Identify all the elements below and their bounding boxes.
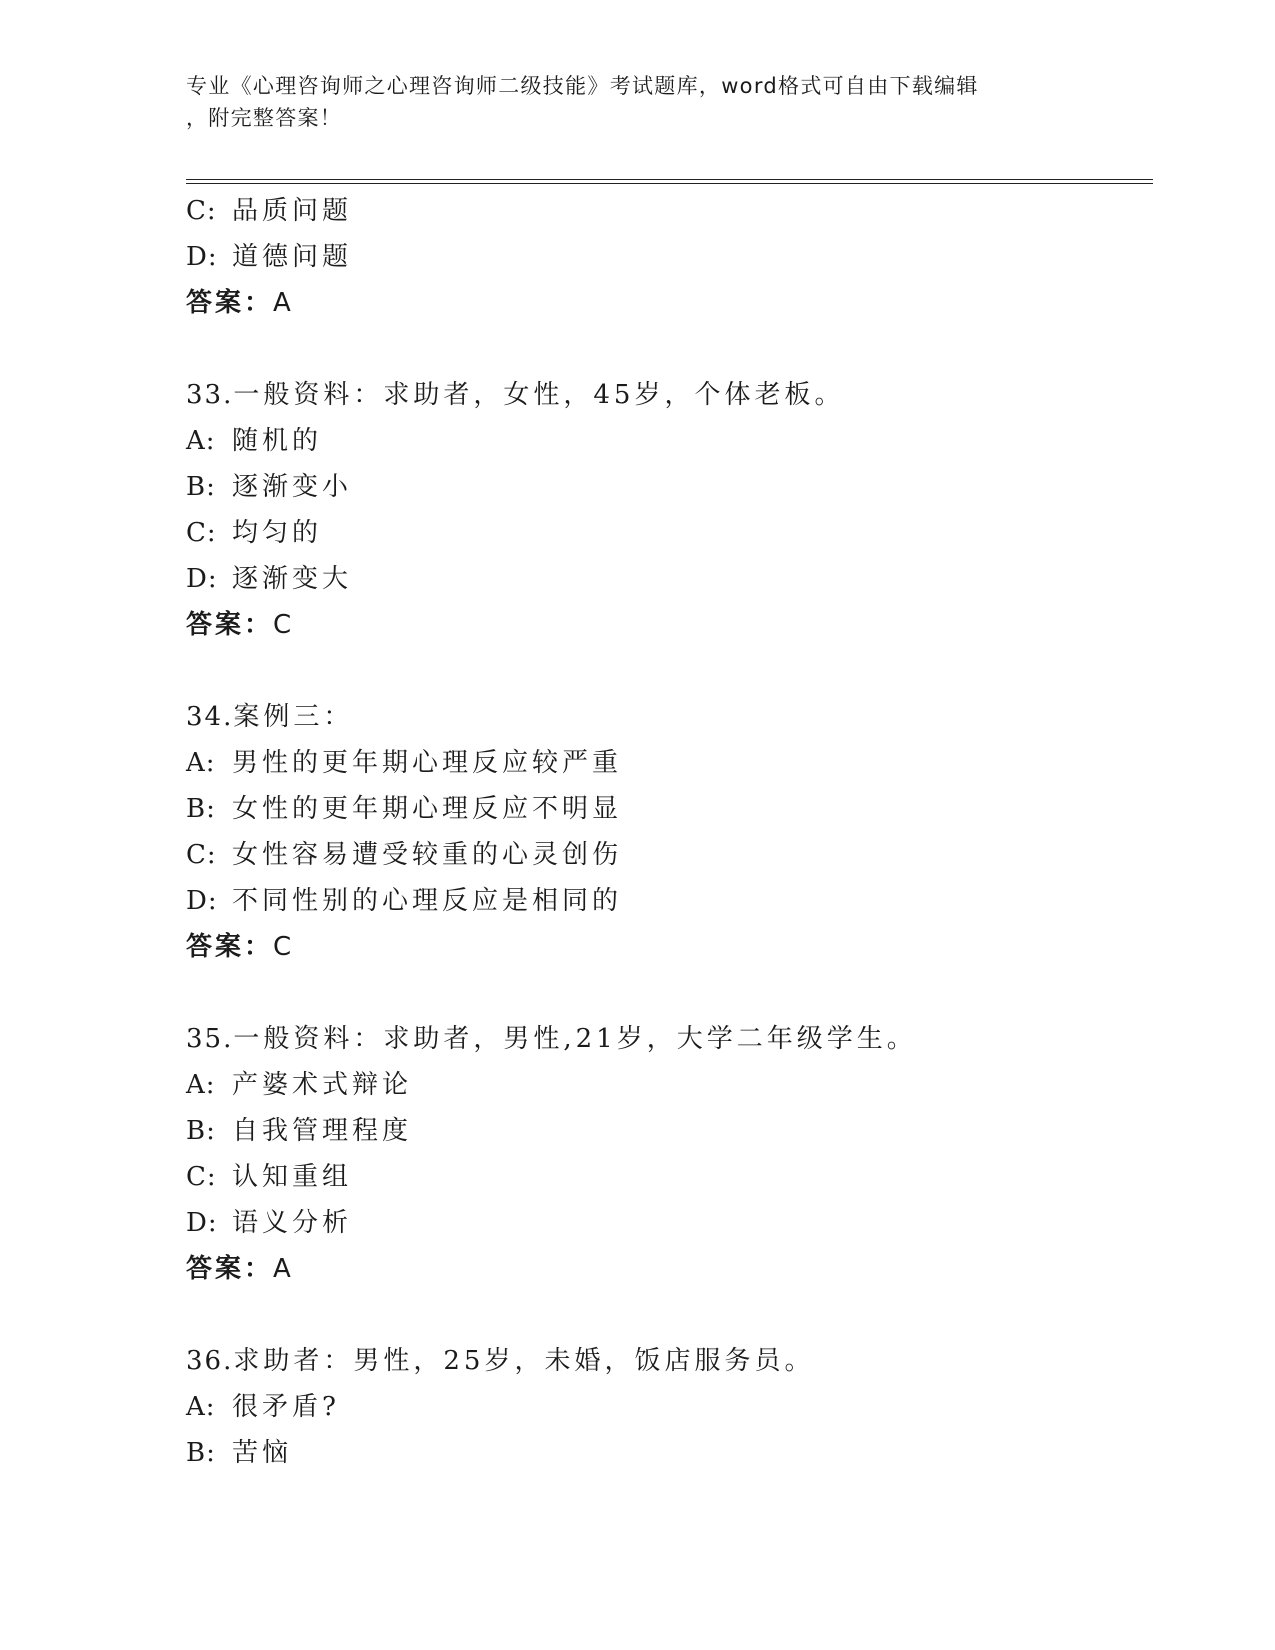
option-letter: A: [186,1392,216,1422]
option-text: 认知重组 [232,1162,353,1192]
question-stem [186,1338,1146,1384]
answer-label: 答案： [186,932,274,962]
option-text: 苦恼 [232,1438,293,1468]
question-stem [186,1016,1146,1062]
option-b [186,786,1146,832]
question-list [186,188,1146,1476]
option-d [186,1200,1146,1246]
header-divider-bottom [186,183,1153,184]
option-letter: A: [186,426,216,456]
option-letter: B: [186,1438,216,1468]
answer-value: C [273,932,295,962]
header-title-line-1: 专业《心理咨询师之心理咨询师二级技能》考试题库，word格式可自由下载编辑 [186,74,979,98]
option-text: 品质问题 [232,196,353,226]
option-b [186,1108,1146,1154]
answer-value: A [273,1254,294,1284]
question-36 [186,1338,1146,1476]
option-text: 逐渐变小 [232,472,353,502]
answer-line [186,924,1146,970]
option-letter: B: [186,472,216,502]
option-b [186,464,1146,510]
question-text: 一般资料：求助者，男性,21岁，大学二年级学生。 [233,1024,917,1054]
question-text: 一般资料：求助者，女性，45岁，个体老板。 [233,380,845,410]
option-text: 自我管理程度 [232,1116,413,1146]
option-d [186,556,1146,602]
question-number: 34. [186,702,234,732]
option-a [186,1062,1146,1108]
question-33 [186,372,1146,648]
question-32-tail [186,188,1146,326]
answer-label: 答案： [186,1254,274,1284]
answer-value: C [273,610,295,640]
option-letter: B: [186,1116,216,1146]
question-number: 36. [186,1346,234,1376]
option-letter: D: [186,242,218,272]
question-number: 35. [186,1024,234,1054]
option-c [186,510,1146,556]
option-c [186,1154,1146,1200]
question-stem [186,694,1146,740]
question-spacer [186,1292,1146,1338]
answer-line [186,1246,1146,1292]
question-35 [186,1016,1146,1292]
header-divider-top [186,179,1153,180]
option-c [186,832,1146,878]
answer-label: 答案： [186,288,274,318]
option-letter: C: [186,1162,217,1192]
header-title-line-2: ，附完整答案！ [186,106,343,130]
option-text: 很矛盾? [232,1392,340,1422]
option-text: 女性容易遭受较重的心灵创伤 [232,840,623,870]
option-text: 随机的 [232,426,323,456]
option-letter: D: [186,1208,218,1238]
question-stem [186,372,1146,418]
option-letter: C: [186,840,217,870]
option-text: 男性的更年期心理反应较严重 [232,748,623,778]
option-letter: D: [186,886,218,916]
option-text: 语义分析 [232,1208,353,1238]
question-spacer [186,326,1146,372]
option-c [186,188,1146,234]
option-d [186,234,1146,280]
question-spacer [186,648,1146,694]
option-letter: C: [186,518,217,548]
option-text: 女性的更年期心理反应不明显 [232,794,623,824]
option-text: 均匀的 [232,518,323,548]
question-number: 33. [186,380,234,410]
option-text: 逐渐变大 [232,564,353,594]
option-letter: A: [186,748,216,778]
document-header [186,70,1086,134]
option-d [186,878,1146,924]
answer-line [186,280,1146,326]
question-text: 求助者：男性，25岁，未婚，饭店服务员。 [233,1346,815,1376]
answer-value: A [273,288,294,318]
option-text: 产婆术式辩论 [232,1070,413,1100]
answer-line [186,602,1146,648]
question-spacer [186,970,1146,1016]
option-b [186,1430,1146,1476]
question-34 [186,694,1146,970]
option-a [186,740,1146,786]
option-letter: C: [186,196,217,226]
option-text: 不同性别的心理反应是相同的 [232,886,623,916]
option-a [186,418,1146,464]
option-letter: B: [186,794,216,824]
option-text: 道德问题 [232,242,353,272]
option-a [186,1384,1146,1430]
question-text: 案例三： [233,702,354,732]
option-letter: D: [186,564,218,594]
answer-label: 答案： [186,610,274,640]
option-letter: A: [186,1070,216,1100]
